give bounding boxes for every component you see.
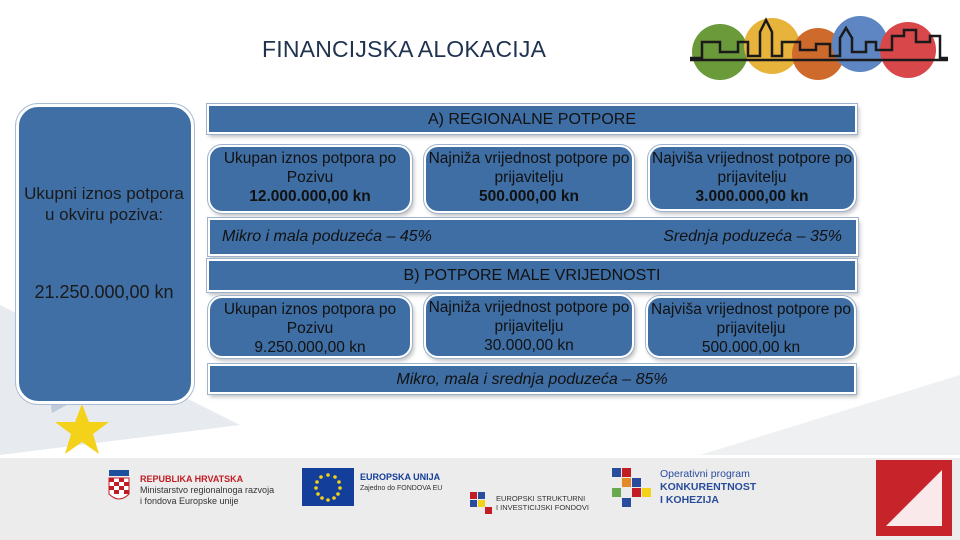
- section-b-max-value: 500.000,00 kn: [701, 339, 801, 356]
- croatia-ministry-text: [140, 474, 300, 507]
- esif-line-1: EUROPSKI STRUKTURNI: [496, 494, 586, 503]
- esif-text: [496, 494, 606, 512]
- section-b-max-label: Najviša vrijednost potpore po prijavitelju: [651, 301, 851, 337]
- eu-line-2: Zajedno do FONDOVA EU: [360, 485, 443, 492]
- opkk-logo-icon: [612, 468, 652, 508]
- croatia-line-1: REPUBLIKA HRVATSKA: [140, 474, 244, 484]
- esif-line-2: I INVESTICIJSKI FONDOVI: [496, 503, 589, 512]
- croatia-line-3: i fondova Europske unije: [140, 496, 239, 506]
- section-b-min-label: Najniža vrijednost potpore po prijavitelju: [428, 299, 630, 335]
- page-title: FINANCIJSKA ALOKACIJA: [262, 36, 547, 62]
- section-a-title: A) REGIONALNE POTPORE: [207, 104, 857, 134]
- section-a-max-box: [648, 145, 856, 211]
- croatia-line-2: Ministarstvo regionalnoga razvoja: [140, 485, 275, 495]
- opkk-line-1: Operativni program: [660, 468, 750, 480]
- section-b-max-box: [646, 296, 856, 358]
- section-b-rate: Mikro, mala i srednja poduzeća – 85%: [396, 371, 668, 388]
- section-a-medium-rate: Srednja poduzeća – 35%: [663, 228, 842, 245]
- croatia-coat-of-arms-icon: [108, 470, 130, 504]
- eu-text: [360, 472, 450, 494]
- opkk-line-3: I KOHEZIJA: [660, 494, 719, 506]
- section-b-min-box: [424, 294, 634, 358]
- eu-line-1: EUROPSKA UNIJA: [360, 472, 441, 482]
- section-b-title: B) POTPORE MALE VRIJEDNOSTI: [207, 259, 857, 292]
- section-a-total-label: Ukupan iznos potpora po Pozivu: [223, 150, 397, 186]
- footer-logos: [0, 458, 960, 540]
- opkk-text: [660, 468, 790, 507]
- section-a-min-label: Najniža vrijednost potpore po prijavitelju: [428, 150, 630, 186]
- section-a-total-box: [208, 145, 412, 213]
- section-a-max-value: 3.000.000,00 kn: [695, 188, 809, 205]
- section-a-min-value: 500.000,00 kn: [479, 188, 579, 205]
- section-a-rates-bar: [208, 218, 858, 256]
- total-allocation-amount: 21.250.000,00 kn: [34, 282, 174, 302]
- section-b-total-label: Ukupan iznos potpora po Pozivu: [223, 301, 397, 337]
- total-allocation-label: Ukupni iznos potpora u okviru poziva:: [24, 184, 184, 224]
- eu-flag-icon: [302, 468, 354, 506]
- total-allocation-card: [16, 104, 194, 404]
- esif-logo-icon: [470, 492, 492, 514]
- opkk-line-2: KONKURENTNOST: [660, 481, 757, 493]
- star-icon: [52, 402, 112, 458]
- section-b-total-box: [208, 296, 412, 358]
- section-b-total-value: 9.250.000,00 kn: [254, 339, 366, 356]
- section-b-min-value: 30.000,00 kn: [484, 337, 574, 354]
- section-a-min-box: [424, 145, 634, 213]
- red-corner-logo-icon: [876, 460, 952, 536]
- section-a-total-value: 12.000.000,00 kn: [249, 188, 371, 205]
- section-a-max-label: Najviša vrijednost potpore po prijavitelju: [652, 150, 852, 186]
- section-a-small-rate: Mikro i mala poduzeća – 45%: [222, 228, 432, 245]
- city-skyline-logo: [690, 12, 948, 90]
- section-b-rate-bar: [208, 364, 856, 394]
